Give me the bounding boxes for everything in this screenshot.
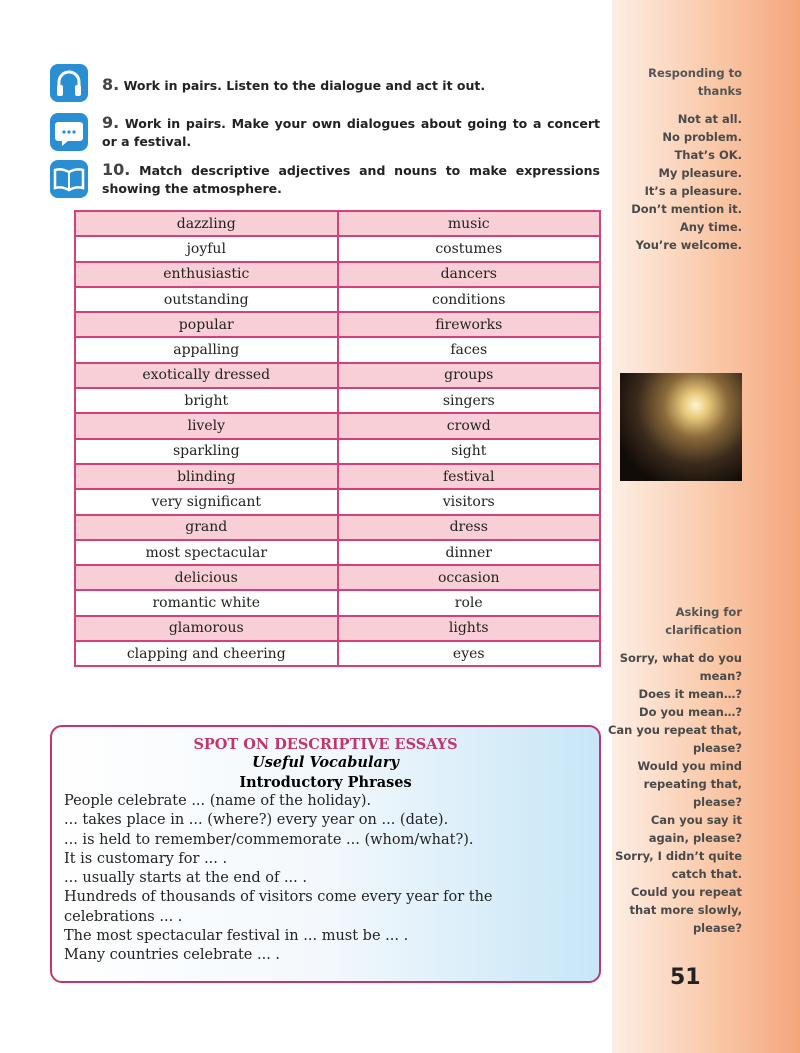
- headphones-icon: [50, 64, 88, 102]
- phrase-line: ... usually starts at the end of ... .: [64, 870, 307, 887]
- phrase: please?: [692, 795, 742, 809]
- phrase: Not at all.: [677, 112, 742, 126]
- phrase: repeating that,: [643, 777, 742, 791]
- noun-cell: faces: [338, 337, 601, 362]
- book-icon: [50, 160, 88, 198]
- noun-cell: groups: [338, 363, 601, 388]
- box-subtitle-2: Introductory Phrases: [239, 774, 412, 791]
- adjective-cell: lively: [75, 413, 338, 438]
- table-row: [75, 236, 600, 261]
- table-row: [75, 388, 600, 413]
- speech-bubble-icon: [50, 113, 88, 151]
- noun-cell: role: [338, 590, 601, 615]
- phrase: My pleasure.: [658, 166, 742, 180]
- phrase-line: It is customary for ... .: [64, 850, 228, 867]
- noun-cell: sight: [338, 439, 601, 464]
- noun-cell: fireworks: [338, 312, 601, 337]
- phrase-line: ... is held to remember/commemorate ... (whom/what?).: [64, 831, 474, 848]
- adjective-cell: dazzling: [75, 211, 338, 236]
- task-text: Match descriptive adjectives and nouns to make expressions showing the atmosphere.: [102, 163, 600, 196]
- phrase: Can you repeat that,: [607, 723, 742, 737]
- adjective-cell: grand: [75, 515, 338, 540]
- table-row: [75, 262, 600, 287]
- table-row: [75, 489, 600, 514]
- phrase: please?: [692, 741, 742, 755]
- phrase: Can you say it: [650, 813, 742, 827]
- noun-cell: music: [338, 211, 601, 236]
- noun-cell: costumes: [338, 236, 601, 261]
- noun-cell: visitors: [338, 489, 601, 514]
- adjective-cell: appalling: [75, 337, 338, 362]
- adjective-cell: outstanding: [75, 287, 338, 312]
- phrase: It’s a pleasure.: [644, 184, 742, 198]
- adjective-cell: popular: [75, 312, 338, 337]
- spot-on-box: [50, 725, 601, 983]
- phrase-line: Many countries celebrate ... .: [64, 947, 281, 964]
- page-number: 51: [670, 965, 701, 990]
- sidebar-clarification: [608, 603, 742, 937]
- noun-cell: dinner: [338, 540, 601, 565]
- adjective-cell: enthusiastic: [75, 262, 338, 287]
- adjective-cell: most spectacular: [75, 540, 338, 565]
- adjective-cell: very significant: [75, 489, 338, 514]
- phrase: Could you repeat: [630, 885, 742, 899]
- table-row: [75, 641, 600, 666]
- task-number: 10.: [102, 160, 131, 179]
- noun-cell: crowd: [338, 413, 601, 438]
- heading: clarification: [665, 623, 742, 637]
- phrase: No problem.: [662, 130, 742, 144]
- adjective-cell: exotically dressed: [75, 363, 338, 388]
- noun-cell: dancers: [338, 262, 601, 287]
- phrase: That’s OK.: [674, 148, 742, 162]
- adjective-cell: bright: [75, 388, 338, 413]
- box-title: SPOT ON DESCRIPTIVE ESSAYS: [193, 736, 458, 753]
- phrase: Do you mean…?: [639, 705, 742, 719]
- task-9: [102, 114, 600, 151]
- phrase-line: Hundreds of thousands of visitors come every year for the: [64, 889, 493, 906]
- box-subtitle: Useful Vocabulary: [252, 754, 399, 771]
- noun-cell: conditions: [338, 287, 601, 312]
- noun-cell: singers: [338, 388, 601, 413]
- table-row: [75, 565, 600, 590]
- adjective-cell: glamorous: [75, 616, 338, 641]
- phrase: Any time.: [679, 220, 742, 234]
- matching-table: [74, 210, 601, 667]
- table-row: [75, 540, 600, 565]
- phrase: Sorry, I didn’t quite: [615, 849, 742, 863]
- heading: Asking for: [675, 605, 742, 619]
- fireworks-photo: [620, 373, 742, 481]
- phrase-line: People celebrate ... (name of the holiday).: [64, 793, 372, 809]
- heading: Responding to: [648, 66, 742, 80]
- table-row: [75, 312, 600, 337]
- task-number: 9.: [102, 113, 120, 132]
- task-number: 8.: [102, 75, 120, 94]
- phrase: again, please?: [648, 831, 742, 845]
- phrase: mean?: [699, 669, 742, 683]
- adjective-cell: romantic white: [75, 590, 338, 615]
- table-row: [75, 211, 600, 236]
- phrase: that more slowly,: [629, 903, 742, 917]
- task-8: [102, 76, 600, 95]
- table-row: [75, 363, 600, 388]
- noun-cell: eyes: [338, 641, 601, 666]
- phrase-line: ... takes place in ... (where?) every year on ... (date).: [64, 812, 449, 829]
- noun-cell: lights: [338, 616, 601, 641]
- phrase-line: The most spectacular festival in ... must be ... .: [64, 928, 409, 945]
- adjective-cell: clapping and cheering: [75, 641, 338, 666]
- phrase-line: celebrations ... .: [64, 908, 183, 925]
- phrase-list: [52, 792, 599, 966]
- adjective-cell: blinding: [75, 464, 338, 489]
- phrase: Sorry, what do you: [619, 651, 742, 665]
- table-row: [75, 337, 600, 362]
- adjective-cell: sparkling: [75, 439, 338, 464]
- table-row: [75, 287, 600, 312]
- phrase: catch that.: [671, 867, 742, 881]
- table-row: [75, 616, 600, 641]
- phrase: Would you mind: [637, 759, 742, 773]
- noun-cell: dress: [338, 515, 601, 540]
- sidebar-thanks: [631, 64, 742, 254]
- table-row: [75, 515, 600, 540]
- task-text: Work in pairs. Listen to the dialogue and act it out.: [123, 78, 486, 93]
- table-row: [75, 464, 600, 489]
- phrase: You’re welcome.: [635, 238, 742, 252]
- table-row: [75, 590, 600, 615]
- noun-cell: occasion: [338, 565, 601, 590]
- phrase: please?: [692, 921, 742, 935]
- task-text: Work in pairs. Make your own dialogues about going to a concert or a festival.: [102, 116, 600, 149]
- table-row: [75, 439, 600, 464]
- adjective-cell: delicious: [75, 565, 338, 590]
- task-10: [102, 161, 600, 198]
- table-row: [75, 413, 600, 438]
- phrase: Don’t mention it.: [631, 202, 742, 216]
- adjective-cell: joyful: [75, 236, 338, 261]
- heading: thanks: [697, 84, 742, 98]
- phrase: Does it mean…?: [638, 687, 742, 701]
- noun-cell: festival: [338, 464, 601, 489]
